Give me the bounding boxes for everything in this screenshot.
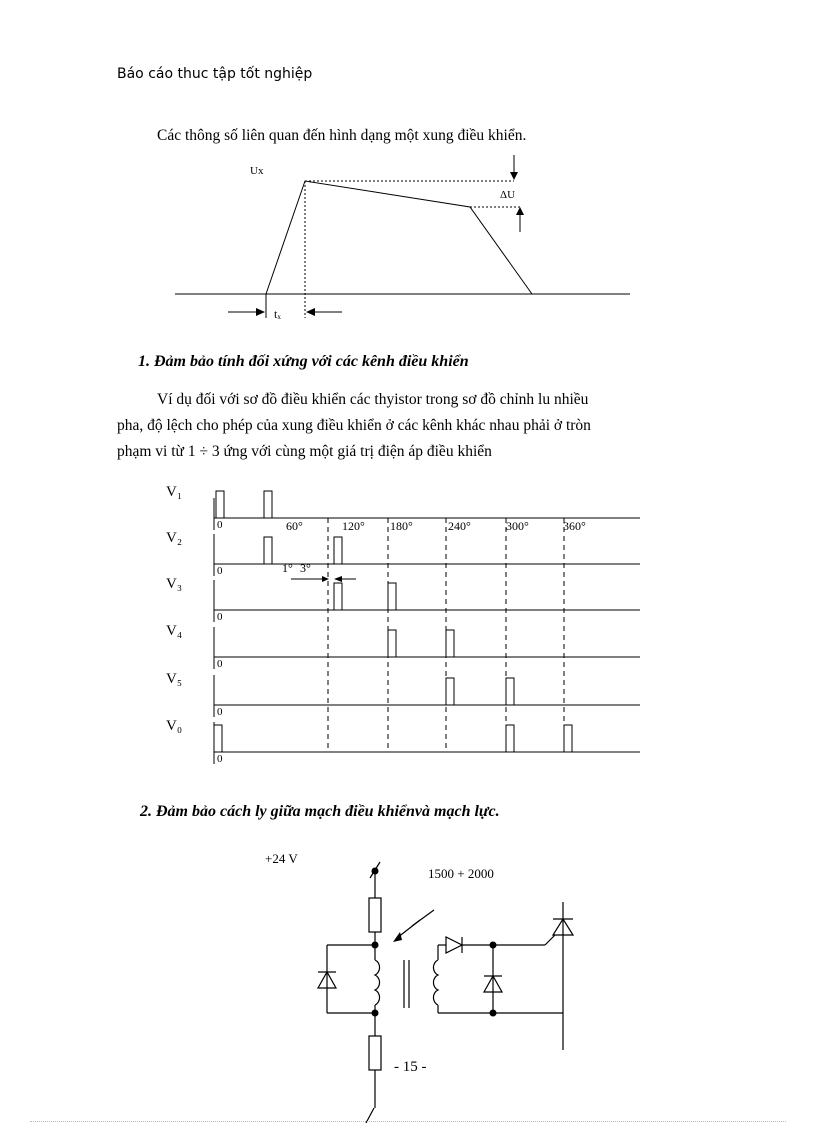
channel-label: V₁ xyxy=(166,484,183,500)
pulse-1 xyxy=(264,491,272,518)
zero-label: 0 xyxy=(217,706,223,718)
page-header: Báo cáo thuc tập tốt nghiệp xyxy=(117,66,313,82)
zero-label: 0 xyxy=(217,519,223,531)
tolerance-label-3: 3° xyxy=(300,561,311,575)
timing-diagram xyxy=(0,470,816,790)
pulse-3 xyxy=(388,583,396,610)
angle-label: 120° xyxy=(342,519,365,533)
paragraph-line: phạm vi từ 1 ÷ 3 ứng với cùng một giá trị điện áp điều khiển xyxy=(117,443,492,460)
t-label: tₓ xyxy=(274,307,281,321)
gate-diode xyxy=(446,937,462,953)
angle-label: 180° xyxy=(390,519,413,533)
primary-coil xyxy=(375,960,380,1005)
angle-label: 240° xyxy=(448,519,471,533)
pulse-6 xyxy=(214,725,222,752)
resistor-top xyxy=(369,898,381,932)
angle-label: 360° xyxy=(563,519,586,533)
channel-label: V₀ xyxy=(166,718,183,734)
section-2-heading: 2. Đảm bảo cách ly giữa mạch điều khiểnvà mạch lực. xyxy=(140,803,500,820)
angle-label: 60° xyxy=(286,519,303,533)
resistor-bottom xyxy=(369,1036,381,1070)
pulse-4 xyxy=(446,630,454,657)
pulse-2 xyxy=(334,537,342,564)
section-1-heading: 1. Đảm bảo tính đối xứng với các kênh điều khiển xyxy=(138,353,469,370)
range-label: 1500 + 2000 xyxy=(428,866,494,881)
channel-label: V₅ xyxy=(166,671,183,687)
pulse-6 xyxy=(564,725,572,752)
paragraph-line: Ví dụ đối với sơ đồ điều khiển các thyistor trong sơ đồ chỉnh lu nhiều xyxy=(157,391,589,408)
zero-label: 0 xyxy=(217,753,223,765)
channel-label: V₄ xyxy=(166,623,183,639)
ux-label: Ux xyxy=(250,165,264,177)
pulse-1 xyxy=(216,491,224,518)
secondary-coil xyxy=(433,960,438,1005)
paragraph-line: pha, độ lệch cho phép của xung điều khiển ở các kênh khác nhau phải ở tròn xyxy=(117,417,591,434)
delta-u-label: ΔU xyxy=(500,189,516,201)
pulse-shape-diagram xyxy=(0,0,816,340)
channel-label: V₂ xyxy=(166,530,183,546)
channel-label: V₃ xyxy=(166,576,183,592)
angle-label: 300° xyxy=(506,519,529,533)
pulse-2 xyxy=(264,537,272,564)
pulse-3 xyxy=(334,583,342,610)
zero-label: 0 xyxy=(217,658,223,670)
figure-caption: Các thông số liên quan đến hình dạng một xung điều khiển. xyxy=(157,127,527,144)
footer-rule xyxy=(30,1121,786,1122)
pulse-6 xyxy=(506,725,514,752)
page-number: - 15 - xyxy=(394,1059,427,1075)
zero-label: 0 xyxy=(217,565,223,577)
isolation-circuit xyxy=(0,840,816,1123)
tolerance-label-1: 1° xyxy=(282,561,293,575)
pulse-waveform xyxy=(266,181,532,294)
pulse-5 xyxy=(446,678,454,705)
zero-label: 0 xyxy=(217,611,223,623)
pulse-5 xyxy=(506,678,514,705)
pulse-4 xyxy=(388,630,396,657)
supply-label: +24 V xyxy=(265,851,298,866)
